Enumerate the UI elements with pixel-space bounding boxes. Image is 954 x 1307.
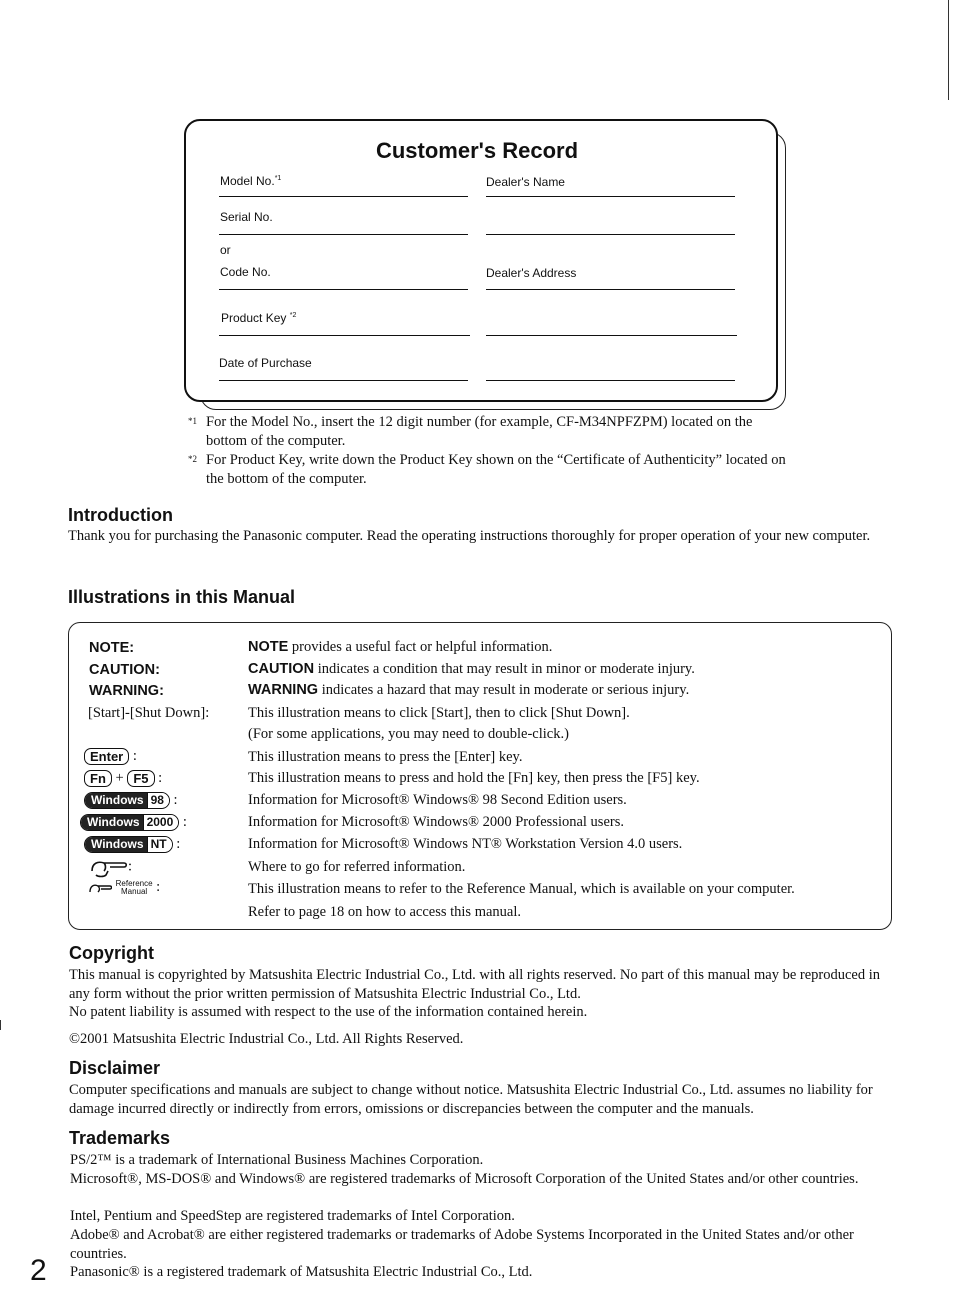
refer-desc: Where to go for referred information. — [248, 859, 466, 875]
windows98-badge-icon: Windows 98 — [84, 792, 170, 809]
start-shutdown-label: [Start]-[Shut Down]: — [88, 705, 210, 721]
trademark-line-4: Adobe® and Acrobat® are either registered trademarks or trademarks of Adobe Systems Incorporated in the United States and/or other countries. — [70, 1227, 854, 1262]
reference-hand-icon — [88, 880, 112, 896]
copyright-text-1: This manual is copyrighted by Matsushita Electric Industrial Co., Ltd. with all rights reserved. No part of this manual may be reproduced in any form without the prior written permission of Matsushita Electric Industrial Co., Ltd. — [69, 967, 881, 1002]
copyright-text-2: No patent liability is assumed with respect to the use of the information contained herein. — [69, 1004, 588, 1020]
introduction-heading: Introduction — [68, 505, 173, 525]
scan-edge-mark — [948, 0, 949, 100]
windows2000-badge-icon: Windows 2000 — [80, 814, 179, 831]
windows2000-desc: Information for Microsoft® Windows® 2000 Professional users. — [248, 814, 624, 830]
page-number: 2 — [30, 1254, 47, 1287]
fn-key-example: Fn + F5 : — [84, 770, 162, 787]
record-title: Customer's Record — [375, 138, 579, 163]
windows98-desc: Information for Microsoft® Windows® 98 Second Edition users. — [248, 792, 627, 808]
introduction-text: Thank you for purchasing the Panasonic computer. Read the operating instructions thoroughly for proper operation of your new computer. — [68, 528, 871, 544]
note-desc: NOTE provides a useful fact or helpful information. — [248, 639, 553, 655]
disclaimer-heading: Disclaimer — [69, 1058, 161, 1078]
reference-manual-label: Reference Manual — [115, 878, 153, 896]
date-of-purchase-label: Date of Purchase — [219, 356, 312, 370]
warning-desc: WARNING indicates a hazard that may result in moderate or serious injury. — [248, 682, 690, 698]
windowsnt-badge-icon: Windows NT — [84, 836, 173, 853]
footnote-2: For Product Key, write down the Product Key shown on the “Certificate of Authenticity” located on the bottom of the computer. — [206, 452, 786, 487]
trademark-line-3: Intel, Pentium and SpeedStep are registered trademarks of Intel Corporation. — [70, 1208, 515, 1224]
model-no-line — [219, 196, 468, 197]
product-key-line — [219, 335, 470, 336]
note-label: NOTE: — [89, 640, 135, 656]
start-shutdown-desc: This illustration means to click [Start], then to click [Shut Down]. — [248, 705, 630, 721]
dealer-name-line-2 — [486, 234, 735, 235]
copyright-text-3: ©2001 Matsushita Electric Industrial Co., Ltd. All Rights Reserved. — [69, 1031, 464, 1047]
model-no-label: Model No.$^{*1}$ — [220, 174, 282, 188]
date-of-purchase-line — [219, 380, 468, 381]
windowsnt-desc: Information for Microsoft® Windows NT® Workstation Version 4.0 users. — [248, 836, 683, 852]
fn-key-desc: This illustration means to press and hold the [Fn] key, then press the [F5] key. — [248, 770, 700, 786]
reference-manual-desc-2: Refer to page 18 on how to access this manual. — [248, 904, 522, 920]
reference-manual-example: Reference Manual : — [88, 879, 160, 896]
dealer-address-line — [486, 289, 735, 290]
enter-key-icon: Enter — [84, 748, 129, 765]
serial-no-line — [219, 234, 468, 235]
enter-key-desc: This illustration means to press the [Enter] key. — [248, 749, 523, 765]
dealer-address-line-2 — [486, 335, 737, 336]
or-label: or — [220, 243, 231, 257]
serial-no-label: Serial No. — [220, 210, 273, 224]
fn-key-icon: Fn — [84, 770, 112, 787]
trademarks-heading: Trademarks — [69, 1128, 171, 1148]
disclaimer-text: Computer specifications and manuals are subject to change without notice. Matsushita Electric Industrial Co., Ltd. assumes no liability for damage incurred directly or indirectly from errors, omissions or discrepancies between the computer and the manuals. — [69, 1082, 873, 1117]
product-key-label: Product Key $^{*2}$ — [221, 311, 297, 325]
enter-key-example: Enter : — [84, 748, 137, 765]
code-no-line — [219, 289, 468, 290]
date-of-purchase-line-2 — [486, 380, 735, 381]
warning-label: WARNING: — [89, 683, 164, 699]
dealer-name-line — [486, 196, 735, 197]
copyright-heading: Copyright — [69, 943, 154, 963]
windows2000-example: Windows 2000 : — [80, 814, 187, 831]
footnote-1: For the Model No., insert the 12 digit number (for example, CF-M34NPFZPM) located on the bottom of the computer. — [206, 414, 753, 449]
dealer-name-label: Dealer's Name — [486, 175, 565, 189]
footnote-mark-1: *1 — [188, 416, 197, 426]
trademark-line-1: PS/2™ is a trademark of International Business Machines Corporation. — [70, 1152, 484, 1168]
pointing-hand-example: : — [88, 855, 132, 879]
trademark-line-5: Panasonic® is a registered trademark of Matsushita Electric Industrial Co., Ltd. — [70, 1264, 533, 1280]
windowsnt-example: Windows NT : — [84, 836, 180, 853]
f5-key-icon: F5 — [127, 770, 154, 787]
windows98-example: Windows 98 : — [84, 792, 178, 809]
start-shutdown-desc-2: (For some applications, you may need to double-click.) — [248, 726, 569, 742]
caution-desc: CAUTION indicates a condition that may result in minor or moderate injury. — [248, 661, 695, 677]
footnote-mark-2: *2 — [188, 454, 197, 464]
caution-label: CAUTION: — [89, 662, 160, 678]
reference-manual-desc: This illustration means to refer to the Reference Manual, which is available on your computer. — [248, 881, 795, 897]
pointing-hand-icon — [88, 855, 128, 879]
illustrations-heading: Illustrations in this Manual — [68, 587, 296, 607]
scan-edge-mark-left — [0, 1020, 1, 1030]
trademark-line-2: Microsoft®, MS-DOS® and Windows® are registered trademarks of Microsoft Corporation of the United States and/or other countries. — [70, 1171, 859, 1187]
code-no-label: Code No. — [220, 265, 271, 279]
dealer-address-label: Dealer's Address — [486, 266, 577, 280]
